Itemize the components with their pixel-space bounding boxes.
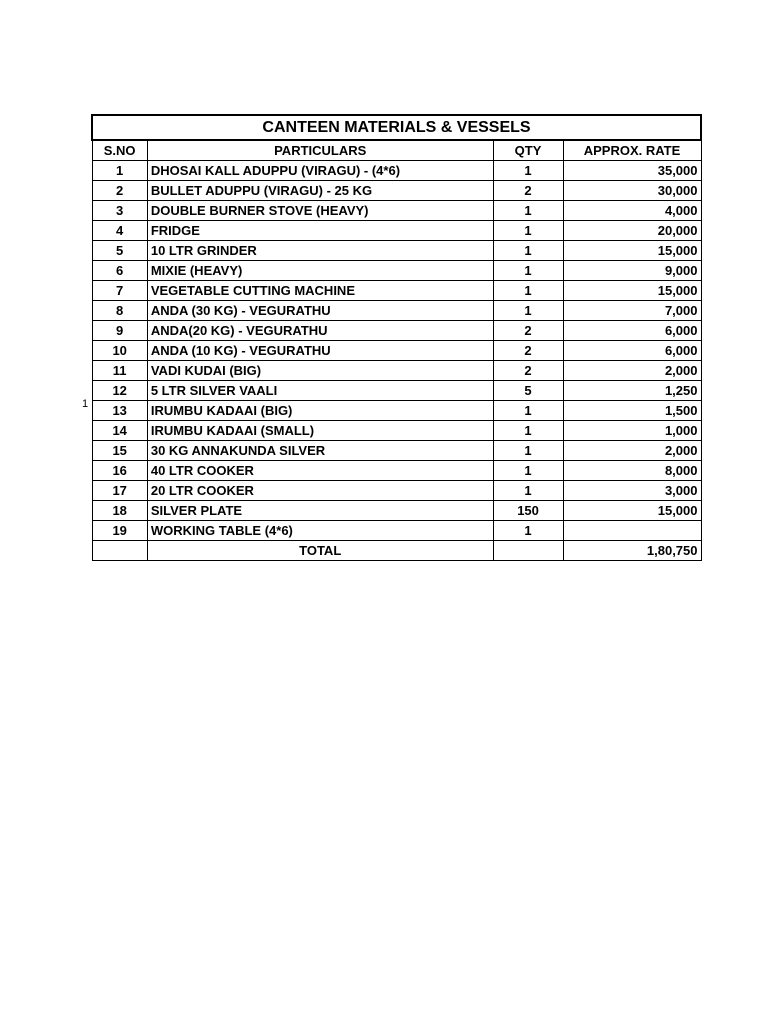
table-title: CANTEEN MATERIALS & VESSELS [92, 115, 701, 140]
particulars-cell: SILVER PLATE [147, 501, 493, 521]
rate-cell: 3,000 [563, 481, 701, 501]
particulars-cell: FRIDGE [147, 221, 493, 241]
table-row [92, 461, 701, 481]
rate-cell: 30,000 [563, 181, 701, 201]
table-row [92, 521, 701, 541]
rate-cell: 15,000 [563, 241, 701, 261]
particulars-cell: MIXIE (HEAVY) [147, 261, 493, 281]
table-row [92, 241, 701, 261]
sno-header: S.NO [92, 140, 147, 161]
rate-cell: 9,000 [563, 261, 701, 281]
sno-cell: 2 [92, 181, 147, 201]
table-row [92, 341, 701, 361]
qty-cell: 1 [493, 161, 563, 181]
rate-cell [563, 521, 701, 541]
sno-cell: 8 [92, 301, 147, 321]
sno-cell: 10 [92, 341, 147, 361]
table-row [92, 181, 701, 201]
table-row [92, 161, 701, 181]
particulars-cell: IRUMBU KADAAI (BIG) [147, 401, 493, 421]
sno-cell: 5 [92, 241, 147, 261]
rate-cell: 35,000 [563, 161, 701, 181]
particulars-cell: VEGETABLE CUTTING MACHINE [147, 281, 493, 301]
table-row [92, 321, 701, 341]
rate-cell: 2,000 [563, 441, 701, 461]
sno-cell: 11 [92, 361, 147, 381]
particulars-cell: 10 LTR GRINDER [147, 241, 493, 261]
table-row [92, 261, 701, 281]
particulars-cell: WORKING TABLE (4*6) [147, 521, 493, 541]
particulars-cell: ANDA(20 KG) - VEGURATHU [147, 321, 493, 341]
particulars-cell: IRUMBU KADAAI (SMALL) [147, 421, 493, 441]
rate-cell: 15,000 [563, 501, 701, 521]
qty-cell: 1 [493, 281, 563, 301]
particulars-cell: ANDA (10 KG) - VEGURATHU [147, 341, 493, 361]
rate-cell: 4,000 [563, 201, 701, 221]
qty-header: QTY [493, 140, 563, 161]
particulars-cell: 40 LTR COOKER [147, 461, 493, 481]
qty-cell: 1 [493, 461, 563, 481]
particulars-cell: ANDA (30 KG) - VEGURATHU [147, 301, 493, 321]
qty-cell: 2 [493, 321, 563, 341]
rate-cell: 6,000 [563, 321, 701, 341]
table-row [92, 361, 701, 381]
sno-cell: 16 [92, 461, 147, 481]
qty-cell: 1 [493, 421, 563, 441]
rate-cell: 1,500 [563, 401, 701, 421]
qty-cell: 1 [493, 221, 563, 241]
table-row [92, 441, 701, 461]
particulars-cell: 20 LTR COOKER [147, 481, 493, 501]
qty-cell: 1 [493, 401, 563, 421]
materials-table [91, 114, 702, 561]
title-row [92, 115, 701, 140]
table-row [92, 401, 701, 421]
qty-cell: 1 [493, 241, 563, 261]
qty-cell: 150 [493, 501, 563, 521]
table-row [92, 301, 701, 321]
particulars-cell: BULLET ADUPPU (VIRAGU) - 25 KG [147, 181, 493, 201]
particulars-cell: VADI KUDAI (BIG) [147, 361, 493, 381]
table-row [92, 281, 701, 301]
particulars-cell: 5 LTR SILVER VAALI [147, 381, 493, 401]
qty-cell: 2 [493, 181, 563, 201]
sno-cell: 19 [92, 521, 147, 541]
table-row [92, 481, 701, 501]
sno-cell: 3 [92, 201, 147, 221]
total-sno-cell [92, 541, 147, 561]
rate-cell: 7,000 [563, 301, 701, 321]
total-qty-cell [493, 541, 563, 561]
table-row [92, 201, 701, 221]
sno-cell: 18 [92, 501, 147, 521]
qty-cell: 1 [493, 201, 563, 221]
rate-cell: 6,000 [563, 341, 701, 361]
qty-cell: 1 [493, 481, 563, 501]
particulars-header: PARTICULARS [147, 140, 493, 161]
table-row [92, 501, 701, 521]
sno-cell: 4 [92, 221, 147, 241]
rate-cell: 15,000 [563, 281, 701, 301]
sno-cell: 7 [92, 281, 147, 301]
qty-cell: 1 [493, 441, 563, 461]
total-row [92, 541, 701, 561]
sno-cell: 1 [92, 161, 147, 181]
rate-cell: 2,000 [563, 361, 701, 381]
sno-cell: 17 [92, 481, 147, 501]
sno-cell: 15 [92, 441, 147, 461]
rate-cell: 1,000 [563, 421, 701, 441]
table-row [92, 421, 701, 441]
particulars-cell: DHOSAI KALL ADUPPU (VIRAGU) - (4*6) [147, 161, 493, 181]
sno-cell: 9 [92, 321, 147, 341]
table-row [92, 381, 701, 401]
qty-cell: 1 [493, 301, 563, 321]
rate-cell: 1,250 [563, 381, 701, 401]
sno-cell: 14 [92, 421, 147, 441]
total-label: TOTAL [147, 541, 493, 561]
particulars-cell: DOUBLE BURNER STOVE (HEAVY) [147, 201, 493, 221]
header-row [92, 140, 701, 161]
particulars-cell: 30 KG ANNAKUNDA SILVER [147, 441, 493, 461]
qty-cell: 2 [493, 361, 563, 381]
sno-cell: 6 [92, 261, 147, 281]
total-value: 1,80,750 [563, 541, 701, 561]
qty-cell: 1 [493, 521, 563, 541]
page-number: 1 [82, 398, 89, 410]
qty-cell: 5 [493, 381, 563, 401]
rate-header: APPROX. RATE [563, 140, 701, 161]
table-row [92, 221, 701, 241]
qty-cell: 1 [493, 261, 563, 281]
table-body [92, 161, 701, 541]
qty-cell: 2 [493, 341, 563, 361]
sno-cell: 12 [92, 381, 147, 401]
sno-cell: 13 [92, 401, 147, 421]
rate-cell: 8,000 [563, 461, 701, 481]
rate-cell: 20,000 [563, 221, 701, 241]
